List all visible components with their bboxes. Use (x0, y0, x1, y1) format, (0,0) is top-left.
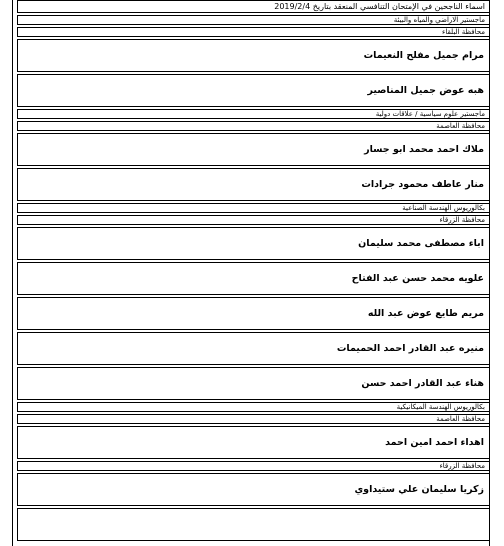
program-row: ماجستير الاراضي والمياه والبيئة (17, 15, 490, 25)
name-row: اهداء احمد امين احمد (17, 426, 490, 459)
name-row: منيره عبد القادر احمد الحميمات (17, 332, 490, 365)
program-row: ماجستير علوم سياسية / علاقات دولية (17, 109, 490, 119)
governorate-row: محافظة الزرقاء (17, 461, 490, 471)
document-title: اسماء الناجحين في الإمتحان التنافسي المنعقد بتاريخ 2019/2/4 (17, 0, 490, 13)
results-table (17, 0, 490, 543)
program-row: بكالوريوس الهندسة الميكانيكية (17, 402, 490, 412)
name-row: اباء مصطفى محمد سليمان (17, 227, 490, 260)
name-row: مريم طايع عوض عبد الله (17, 297, 490, 330)
program-row: بكالوريوس الهندسة الصناعية (17, 203, 490, 213)
governorate-row: محافظة الزرقاء (17, 215, 490, 225)
governorate-row: محافظة العاصمة (17, 121, 490, 131)
governorate-row: محافظة العاصمة (17, 414, 490, 424)
name-row: منار عاطف محمود جرادات (17, 168, 490, 201)
name-row: مرام جميل مفلح النعيمات (17, 39, 490, 72)
name-row: ملاك احمد محمد ابو جسار (17, 133, 490, 166)
name-row: هبه عوض جميل المناصير (17, 74, 490, 107)
name-row: زكريا سليمان علي ستيداوي (17, 473, 490, 506)
name-row: علويه محمد حسن عبد الفتاح (17, 262, 490, 295)
name-row: هناء عبد القادر احمد حسن (17, 367, 490, 400)
governorate-row: محافظة البلقاء (17, 27, 490, 37)
name-row (17, 508, 490, 541)
